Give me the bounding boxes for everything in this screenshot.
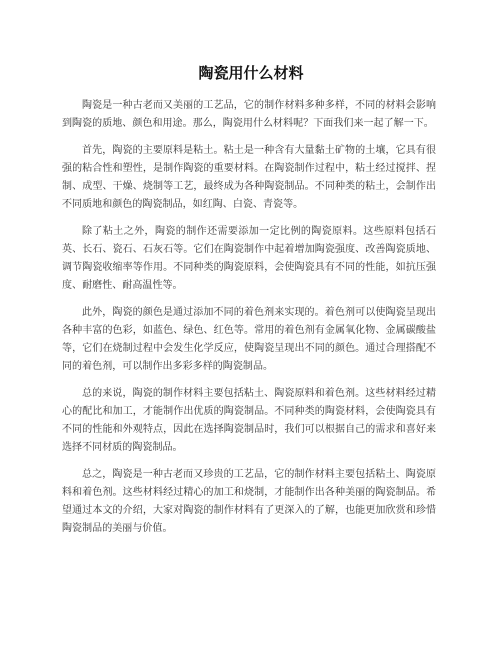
document-body — [62, 97, 436, 547]
paragraph-summary: 总的来说，陶瓷的制作材料主要包括粘土、陶瓷原料和着色剂。这些材料经过精心的配比和加工，才能制作出优质的陶瓷制品。不同种类的陶瓷材料，会使陶瓷具有不同的性能和外观特点，因此在选择陶瓷制品时，我们可以根据自己的需求和喜好来选择不同材质的陶瓷制品。 — [62, 388, 436, 453]
document-title: 陶瓷用什么材料 — [198, 64, 304, 82]
paragraph-raw-materials: 除了粘土之外，陶瓷的制作还需要添加一定比例的陶瓷原料。这些原料包括石英、长石、瓷石、石灰石等。它们在陶瓷制作中起着增加陶瓷强度、改善陶瓷质地、调节陶瓷收缩率等作用。不同种类的陶瓷原料，会使陶瓷具有不同的性能，如抗压强度、耐磨性、耐高温性等。 — [62, 226, 436, 291]
paragraph-colorants: 此外，陶瓷的颜色是通过添加不同的着色剂来实现的。着色剂可以使陶瓷呈现出各种丰富的色彩，如蓝色、绿色、红色等。常用的着色剂有金属氧化物、金属碳酸盐等，它们在烧制过程中会发生化学反应，使陶瓷呈现出不同的颜色。通过合理搭配不同的着色剂，可以制作出多彩多样的陶瓷制品。 — [62, 307, 436, 372]
paragraph-intro: 陶瓷是一种古老而又美丽的工艺品，它的制作材料多种多样，不同的材料会影响到陶瓷的质地、颜色和用途。那么，陶瓷用什么材料呢？下面我们来一起了解一下。 — [62, 100, 436, 129]
paragraph-conclusion: 总之，陶瓷是一种古老而又珍贵的工艺品，它的制作材料主要包括粘土、陶瓷原料和着色剂。这些材料经过精心的加工和烧制，才能制作出各种美丽的陶瓷制品。希望通过本文的介绍，大家对陶瓷的制作材料有了更深入的了解，也能更加欣赏和珍惜陶瓷制品的美丽与价值。 — [62, 469, 436, 534]
paragraph-clay: 首先，陶瓷的主要原料是粘土。粘土是一种含有大量黏土矿物的土壤，它具有很强的粘合性和塑性，是制作陶瓷的重要材料。在陶瓷制作过程中，粘土经过搅拌、捏制、成型、干燥、烧制等工艺，最终成为各种陶瓷制品。不同种类的粘土，会制作出不同质地和颜色的陶瓷制品，如红陶、白瓷、青瓷等。 — [62, 145, 436, 210]
